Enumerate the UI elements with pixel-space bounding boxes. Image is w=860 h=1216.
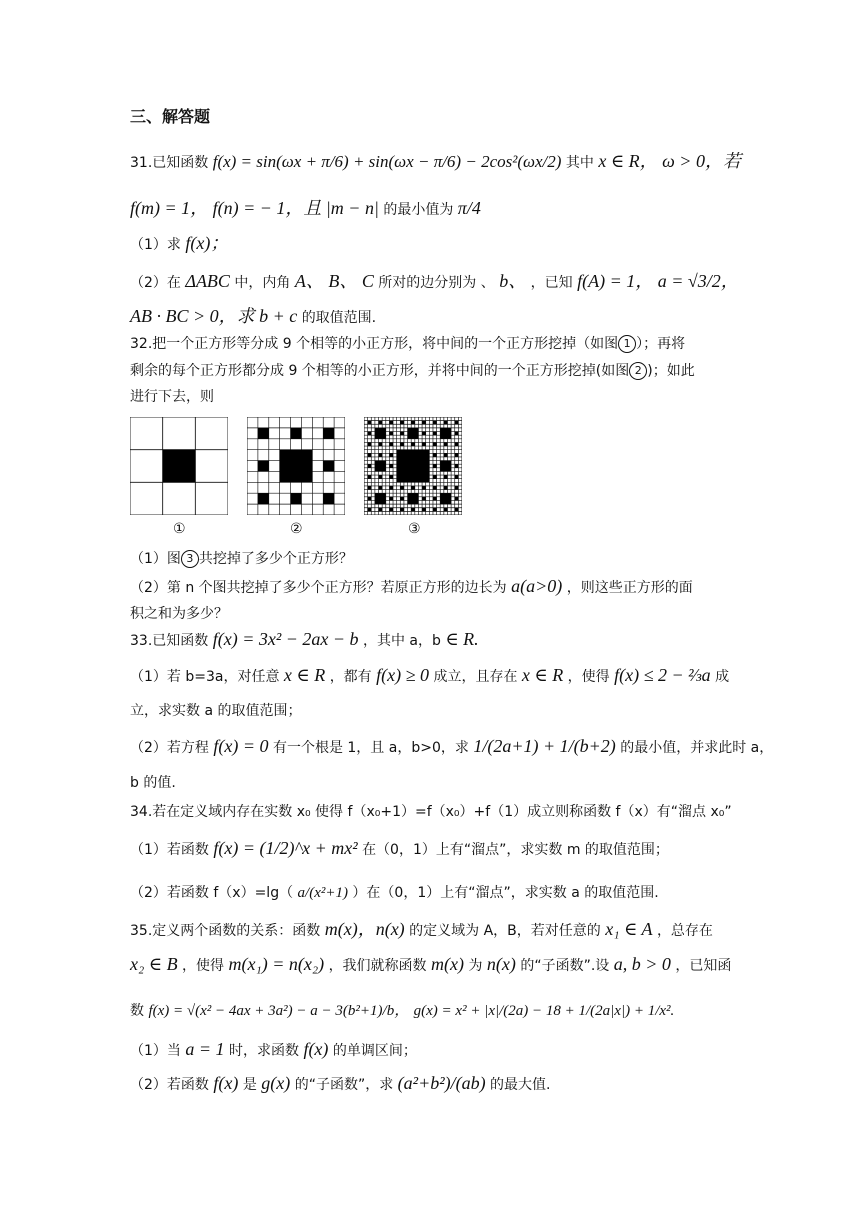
figure-3-caption: ③ — [408, 521, 421, 537]
q32-line1: 32.把一个正方形等分成 9 个相等的小正方形，将中间的一个正方形挖掉（如图 1 ）；再将 — [130, 336, 686, 352]
removed-square — [368, 464, 372, 468]
removed-square — [433, 453, 437, 457]
q35-part1: （1）当 a = 1 时，求函数 f(x) 的单调区间； — [130, 1039, 417, 1059]
q35-line3: 数 f(x) = √(x² − 4ax + 3a²) − a − 3(b²+1)/b， g(x) = x² + |x|/(2a) − 18 + 1/(2a|x|) + 1/x². — [130, 1003, 675, 1019]
removed-square — [389, 442, 393, 446]
removed-square — [379, 421, 383, 425]
removed-square — [400, 508, 404, 512]
removed-square — [323, 461, 334, 472]
removed-square — [368, 486, 372, 490]
q31-part2-line2: AB · BC > 0，求 b + c 的取值范围. — [130, 306, 377, 326]
removed-square — [375, 428, 386, 439]
removed-square — [389, 475, 393, 479]
removed-square — [440, 428, 451, 439]
removed-square — [400, 421, 404, 425]
removed-square — [389, 453, 393, 457]
q34-line1: 34.若在定义域内存在实数 x₀ 使得 f（x₀+1）=f（x₀）+f（1）成立则称函数 f（x）有“溜点 x₀” — [130, 804, 732, 820]
removed-square — [444, 486, 448, 490]
q33-part2-line2: b 的值. — [130, 775, 176, 791]
removed-square — [440, 493, 451, 504]
removed-square — [389, 508, 393, 512]
removed-square — [444, 475, 448, 479]
removed-square — [389, 421, 393, 425]
removed-square — [379, 486, 383, 490]
figure-1-caption: ① — [173, 521, 186, 537]
removed-square — [280, 450, 313, 483]
figure-3 — [364, 417, 462, 515]
removed-square — [433, 497, 437, 501]
q31-part1: （1）求 f(x)； — [130, 233, 229, 253]
removed-square — [455, 421, 459, 425]
q32-line2: 剩余的每个正方形都分成 9 个相等的小正方形，并将中间的一个正方形挖掉(如图 2 )；如此 — [130, 363, 695, 379]
q31-line1: 31.已知函数 f(x) = sin(ωx + π/6) + sin(ωx − π/6) − 2cos²(ωx/2) 其中 x ∈ R， ω > 0，若 — [130, 151, 741, 171]
q33-line1: 33.已知函数 f(x) = 3x² − 2ax − b ，其中 a，b ∈ R. — [130, 629, 479, 649]
q32-line3: 进行下去，则 — [130, 389, 214, 405]
removed-square — [433, 508, 437, 512]
removed-square — [422, 486, 426, 490]
removed-square — [422, 442, 426, 446]
removed-square — [397, 450, 430, 483]
removed-square — [379, 453, 383, 457]
figure-1 — [130, 417, 228, 515]
q33-part1-line1: （1）若 b=3a，对任意 x ∈ R ，都有 f(x) ≥ 0 成立，且存在 x ∈ R ，使得 f(x) ≤ 2 − ⅔a 成 — [130, 665, 730, 685]
removed-square — [375, 493, 386, 504]
q31-part2-line1: （2）在 ΔABC 中，内角 A、 B、 C 所对的边分别为 、 b、 ，已知 f(A) = 1， a = √3/2， — [130, 271, 739, 291]
removed-square — [258, 428, 269, 439]
removed-square — [400, 442, 404, 446]
removed-square — [444, 421, 448, 425]
removed-square — [422, 508, 426, 512]
removed-square — [389, 432, 393, 436]
section-title: 三、解答题 — [130, 107, 211, 126]
removed-square — [408, 428, 419, 439]
q31-function-formula: f(x) = sin(ωx + π/6) + sin(ωx − π/6) − 2cos²(ωx/2) — [212, 152, 562, 171]
removed-square — [375, 461, 386, 472]
removed-square — [368, 475, 372, 479]
removed-square — [379, 442, 383, 446]
removed-square — [455, 442, 459, 446]
removed-square — [258, 493, 269, 504]
removed-square — [433, 464, 437, 468]
removed-square — [433, 486, 437, 490]
q32-part2-line1: （2）第 n 个图共挖掉了多少个正方形？若原正方形的边长为 a(a>0) ，则这些正方形的面 — [130, 576, 693, 596]
removed-square — [455, 464, 459, 468]
removed-square — [323, 428, 334, 439]
removed-square — [444, 508, 448, 512]
q31-line2: f(m) = 1， f(n) = − 1，且 |m − n| 的最小值为 π/4 — [130, 198, 481, 218]
removed-square — [368, 453, 372, 457]
removed-square — [400, 486, 404, 490]
removed-square — [411, 508, 415, 512]
removed-square — [422, 497, 426, 501]
removed-square — [455, 432, 459, 436]
removed-square — [258, 461, 269, 472]
removed-square — [455, 497, 459, 501]
removed-square — [408, 493, 419, 504]
q35-line2: x₂ ∈ B ，使得 m(x₁) = n(x₂) ，我们就称函数 m(x) 为 n(x) 的“子函数”.设 a, b > 0 ，已知函 — [130, 954, 732, 974]
removed-square — [400, 497, 404, 501]
removed-square — [455, 486, 459, 490]
q32-part2-line2: 积之和为多少？ — [130, 606, 228, 622]
q34-part2: （2）若函数 f（x）=lg（ a/(x²+1) ）在（0，1）上有“溜点”，求实数 a 的取值范围. — [130, 885, 659, 901]
removed-square — [323, 493, 334, 504]
removed-square — [400, 432, 404, 436]
q33-part2-line1: （2）若方程 f(x) = 0 有一个根是 1，且 a，b>0，求 1/(2a+1) + 1/(b+2) 的最小值，并求此时 a， — [130, 736, 774, 756]
removed-square — [291, 493, 302, 504]
q34-part1: （1）若函数 f(x) = (1/2)^x + mx² 在（0，1）上有“溜点”，求实数 m 的取值范围； — [130, 838, 669, 858]
removed-square — [379, 508, 383, 512]
removed-square — [368, 421, 372, 425]
removed-square — [440, 461, 451, 472]
removed-square — [368, 442, 372, 446]
figure-2 — [247, 417, 345, 515]
removed-square — [368, 497, 372, 501]
removed-square — [389, 497, 393, 501]
removed-square — [291, 428, 302, 439]
figure-2-caption: ② — [290, 521, 303, 537]
removed-square — [455, 508, 459, 512]
removed-square — [379, 475, 383, 479]
removed-square — [444, 442, 448, 446]
removed-square — [433, 475, 437, 479]
removed-square — [389, 486, 393, 490]
removed-square — [411, 442, 415, 446]
removed-square — [389, 464, 393, 468]
removed-square — [455, 475, 459, 479]
removed-square — [368, 432, 372, 436]
removed-square — [422, 432, 426, 436]
removed-square — [433, 421, 437, 425]
removed-square — [433, 442, 437, 446]
removed-square — [444, 453, 448, 457]
removed-square — [455, 453, 459, 457]
q33-part1-line2: 立，求实数 a 的取值范围； — [130, 703, 302, 719]
removed-square — [411, 486, 415, 490]
removed-square — [411, 421, 415, 425]
q32-part1: （1）图 3 共挖掉了多少个正方形？ — [130, 551, 353, 567]
removed-square — [433, 432, 437, 436]
removed-square — [368, 508, 372, 512]
removed-square — [422, 421, 426, 425]
q35-part2: （2）若函数 f(x) 是 g(x) 的“子函数”，求 (a²+b²)/(ab) 的最大值. — [130, 1073, 551, 1093]
q35-line1: 35.定义两个函数的关系：函数 m(x)，n(x) 的定义域为 A，B，若对任意的 x₁ ∈ A ，总存在 — [130, 919, 713, 939]
